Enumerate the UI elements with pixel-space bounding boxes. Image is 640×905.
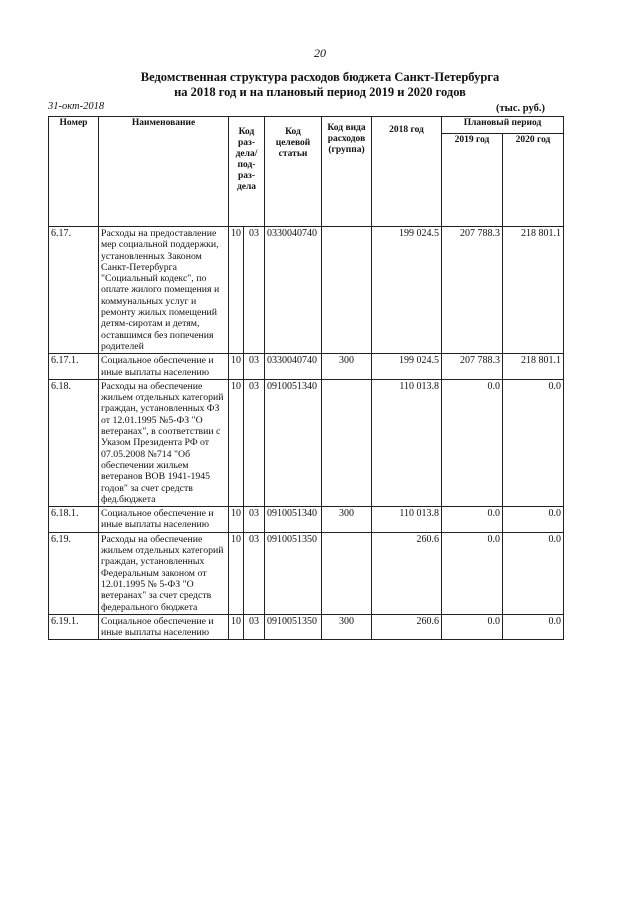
- header-expense-type-code: Код вида расходов (группа): [322, 117, 372, 227]
- header-section-code: Код раз- дела/ под- раз- дела: [229, 117, 265, 227]
- row-section: 10: [229, 532, 244, 614]
- row-value-2019: 207 788.3: [442, 354, 503, 380]
- row-expense-type: 300: [322, 354, 372, 380]
- row-subsection: 03: [244, 227, 265, 354]
- row-value-2019: 0.0: [442, 614, 503, 640]
- header-number: Номер: [49, 117, 99, 227]
- row-name: Социальное обеспечение и иные выплаты населению: [99, 614, 229, 640]
- row-value-2019: 207 788.3: [442, 227, 503, 354]
- header-2018: 2018 год: [372, 117, 442, 227]
- row-value-2019: 0.0: [442, 532, 503, 614]
- document-title: [60, 70, 580, 100]
- header-target-code: Код целевой статьи: [265, 117, 322, 227]
- row-section: 10: [229, 507, 244, 533]
- row-expense-type: 300: [322, 614, 372, 640]
- table-row: [49, 532, 564, 614]
- row-target-code: 0910051340: [265, 379, 322, 506]
- row-name: Расходы на обеспечение жильем отдельных категорий граждан, установленных ФЗ от 12.01.1995 №5-ФЗ "О ветеранах", в соответствии с Указом Президента РФ от 07.05.2008 №714 "Об обеспечении жильем ветеранов ВОВ 1941-1945 годов" за счет средств фед.бюджета: [99, 379, 229, 506]
- row-number: 6.17.: [49, 227, 99, 354]
- row-number: 6.19.1.: [49, 614, 99, 640]
- row-value-2020: 218 801.1: [503, 227, 564, 354]
- row-expense-type: 300: [322, 507, 372, 533]
- row-value-2019: 0.0: [442, 379, 503, 506]
- row-value-2018: 260.6: [372, 532, 442, 614]
- row-value-2018: 110 013.8: [372, 507, 442, 533]
- row-section: 10: [229, 614, 244, 640]
- header-plan-period: Плановый период: [442, 117, 564, 134]
- row-value-2018: 199 024.5: [372, 227, 442, 354]
- row-number: 6.18.: [49, 379, 99, 506]
- row-value-2020: 218 801.1: [503, 354, 564, 380]
- row-value-2018: 260.6: [372, 614, 442, 640]
- document-date: 31-окт-2018: [48, 101, 105, 112]
- row-value-2020: 0.0: [503, 379, 564, 506]
- row-target-code: 0910051350: [265, 614, 322, 640]
- row-value-2018: 110 013.8: [372, 379, 442, 506]
- title-line-2: на 2018 год и на плановый период 2019 и 2020 годов: [174, 85, 466, 99]
- row-name: Социальное обеспечение и иные выплаты населению: [99, 354, 229, 380]
- table-header-row: [49, 117, 564, 134]
- row-target-code: 0910051350: [265, 532, 322, 614]
- row-section: 10: [229, 379, 244, 506]
- row-number: 6.19.: [49, 532, 99, 614]
- budget-table: [48, 116, 564, 640]
- row-number: 6.17.1.: [49, 354, 99, 380]
- table-row: [49, 227, 564, 354]
- page-number: 20: [314, 46, 326, 60]
- table-row: [49, 354, 564, 380]
- table-row: [49, 507, 564, 533]
- row-expense-type: [322, 227, 372, 354]
- header-name: Наименование: [99, 117, 229, 227]
- row-subsection: 03: [244, 379, 265, 506]
- row-name: Расходы на предоставление мер социальной поддержки, установленных Законом Санкт-Петербурга "Социальный кодекс", по оплате жилого помещения и коммунальных услуг и ремонту жилых помещений детям-сиротам и детям, оставшимся без попечения родителей: [99, 227, 229, 354]
- row-subsection: 03: [244, 354, 265, 380]
- row-value-2020: 0.0: [503, 532, 564, 614]
- row-section: 10: [229, 354, 244, 380]
- row-value-2020: 0.0: [503, 507, 564, 533]
- row-value-2020: 0.0: [503, 614, 564, 640]
- header-2020: 2020 год: [503, 134, 564, 227]
- row-target-code: 0330040740: [265, 354, 322, 380]
- units-label: (тыс. руб.): [496, 103, 545, 114]
- title-line-1: Ведомственная структура расходов бюджета Санкт-Петербурга: [140, 70, 500, 84]
- row-subsection: 03: [244, 507, 265, 533]
- row-name: Социальное обеспечение и иные выплаты населению: [99, 507, 229, 533]
- header-2019: 2019 год: [442, 134, 503, 227]
- row-target-code: 0330040740: [265, 227, 322, 354]
- table-row: [49, 614, 564, 640]
- row-subsection: 03: [244, 532, 265, 614]
- row-value-2018: 199 024.5: [372, 354, 442, 380]
- row-value-2019: 0.0: [442, 507, 503, 533]
- row-section: 10: [229, 227, 244, 354]
- row-number: 6.18.1.: [49, 507, 99, 533]
- row-expense-type: [322, 532, 372, 614]
- row-name: Расходы на обеспечение жильем отдельных категорий граждан, установленных Федеральным законом от 12.01.1995 № 5-ФЗ "О ветеранах" за счет средств федерального бюджета: [99, 532, 229, 614]
- table-row: [49, 379, 564, 506]
- row-target-code: 0910051340: [265, 507, 322, 533]
- row-subsection: 03: [244, 614, 265, 640]
- row-expense-type: [322, 379, 372, 506]
